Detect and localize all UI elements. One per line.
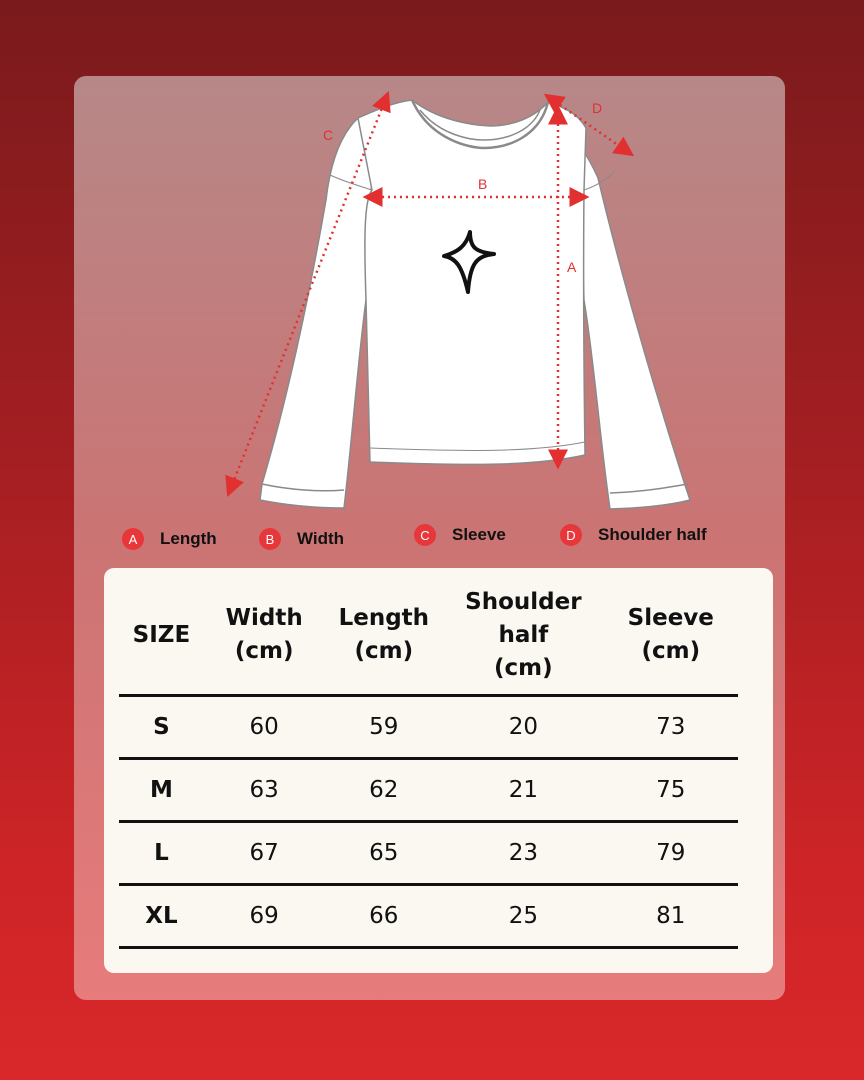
cell-shoulder-half: 23 [443, 822, 603, 885]
header-length: Length (cm) [324, 576, 443, 696]
legend-badge-c: C [414, 524, 436, 546]
legend-label-length: Length [160, 529, 217, 548]
marker-b-label: B [478, 176, 488, 192]
cell-shoulder-half: 21 [443, 759, 603, 822]
cell-length: 62 [324, 759, 443, 822]
cell-sleeve: 81 [604, 885, 738, 948]
cell-size: M [119, 759, 204, 822]
legend-item-width [259, 528, 344, 550]
legend-badge-a: A [122, 528, 144, 550]
table-header-row [119, 576, 738, 696]
legend-label-width: Width [297, 529, 345, 548]
cell-size: L [119, 822, 204, 885]
cell-width: 60 [204, 696, 325, 759]
cell-length: 65 [324, 822, 443, 885]
cell-sleeve: 73 [604, 696, 738, 759]
cell-shoulder-half: 20 [443, 696, 603, 759]
cell-size: XL [119, 885, 204, 948]
marker-d-label: D [592, 100, 603, 116]
table-row [119, 759, 738, 822]
legend-item-shoulder-half [560, 524, 707, 546]
size-table-panel [104, 568, 773, 973]
legend-item-sleeve [414, 524, 506, 546]
header-width: Width (cm) [204, 576, 325, 696]
legend-badge-b: B [259, 528, 281, 550]
sweatshirt-illustration [260, 100, 690, 509]
cell-sleeve: 79 [604, 822, 738, 885]
marker-a-label: A [567, 259, 577, 275]
legend-label-shoulder-half: Shoulder half [598, 525, 707, 544]
header-shoulder-half: Shoulder half (cm) [443, 576, 603, 696]
cell-shoulder-half: 25 [443, 885, 603, 948]
legend-item-length [122, 528, 217, 550]
table-row [119, 885, 738, 948]
table-row [119, 822, 738, 885]
cell-sleeve: 75 [604, 759, 738, 822]
garment-diagram [0, 0, 864, 520]
header-size: SIZE [119, 576, 204, 696]
cell-width: 69 [204, 885, 325, 948]
legend-label-sleeve: Sleeve [452, 525, 506, 544]
legend-badge-d: D [560, 524, 582, 546]
cell-length: 66 [324, 885, 443, 948]
table-row [119, 696, 738, 759]
header-sleeve: Sleeve (cm) [604, 576, 738, 696]
marker-c-label: C [323, 127, 334, 143]
cell-size: S [119, 696, 204, 759]
size-table [119, 576, 738, 949]
cell-length: 59 [324, 696, 443, 759]
cell-width: 67 [204, 822, 325, 885]
cell-width: 63 [204, 759, 325, 822]
